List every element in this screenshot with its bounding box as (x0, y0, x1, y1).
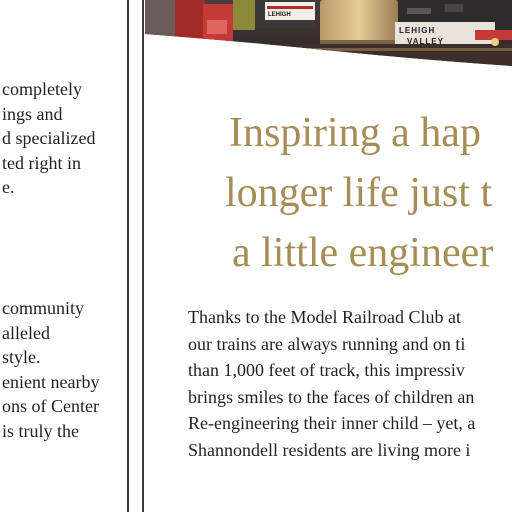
left-paragraph-2 (0, 296, 126, 443)
column-gutter (127, 0, 145, 512)
body-line: Thanks to the Model Railroad Club at (188, 307, 461, 327)
body-line: than 1,000 feet of track, this impressiv (188, 360, 465, 380)
headline-line-3: a little engineer (232, 230, 494, 276)
column-rule-right (142, 0, 144, 512)
left-line: ings and (2, 103, 63, 124)
headline-line-2: longer life just t (225, 170, 493, 216)
left-line: d specialized (2, 128, 96, 148)
body-line: our trains are always running and on ti (188, 333, 466, 354)
left-line: e. (2, 177, 15, 197)
headline-line-1: Inspiring a hap (229, 110, 481, 156)
sign-text-3: VALLEY (407, 37, 444, 46)
body-line: Shannondell residents are living more i (188, 439, 471, 460)
left-line: is truly the (2, 420, 79, 441)
body-line: brings smiles to the faces of children an (188, 386, 475, 407)
sign-text-2: LEHIGH (399, 26, 436, 35)
body-paragraph (188, 304, 512, 463)
left-line: enient nearby (2, 371, 100, 392)
left-paragraph-1 (0, 77, 126, 200)
left-line: completely (2, 79, 82, 99)
model-railroad-photo (145, 0, 512, 68)
body-line: Re-engineering their inner child – yet, a (188, 413, 476, 433)
headline (225, 103, 512, 283)
column-rule-left (127, 0, 129, 512)
left-column (0, 0, 128, 512)
left-line: ted right in (2, 152, 81, 173)
right-column (145, 0, 512, 512)
left-line: style. (2, 347, 41, 367)
sign-text-1: LEHIGH (268, 12, 291, 18)
left-line: alleled (2, 322, 50, 343)
left-line: community (2, 298, 84, 318)
left-line: ons of Center (2, 396, 99, 416)
